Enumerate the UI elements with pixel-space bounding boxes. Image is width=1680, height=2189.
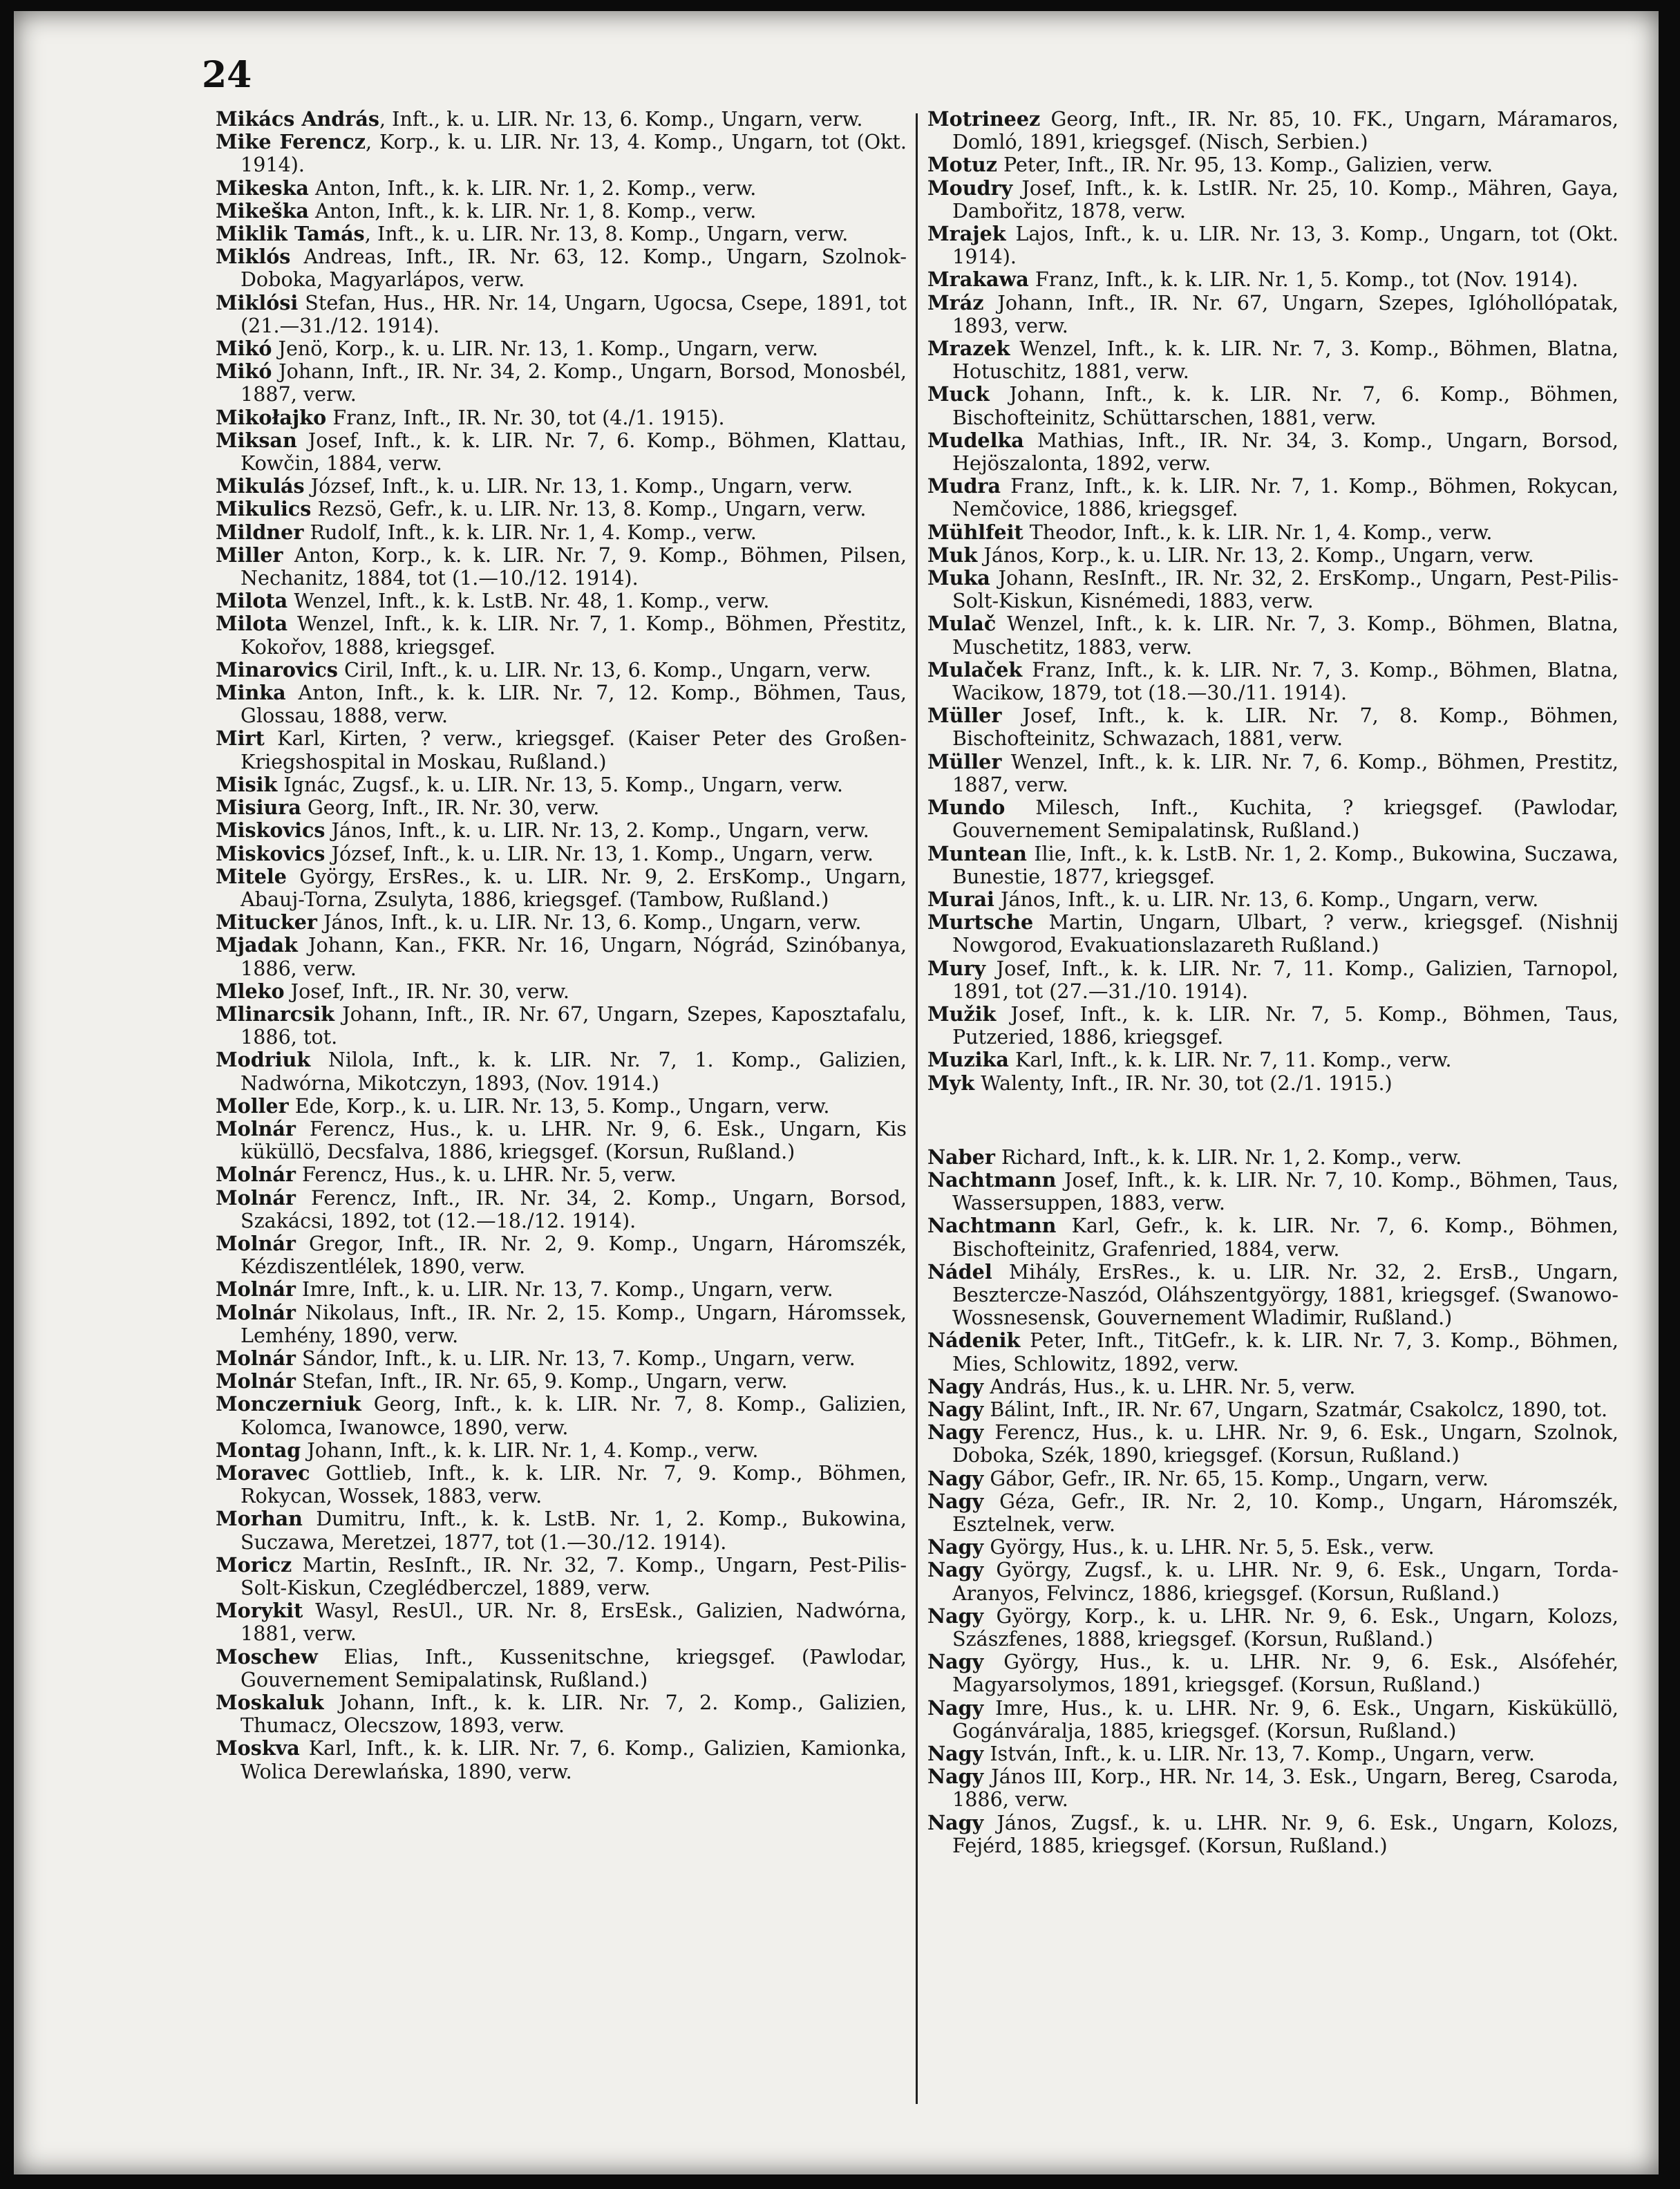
entry-details: , Inft., k. u. LIR. Nr. 13, 8. Komp., Ungarn, verw. — [364, 222, 849, 246]
entry-details: György, Zugsf., k. u. LHR. Nr. 9, 6. Esk., Ungarn, Torda-Aranyos, Felvincz, 1886, kriegsgef. (Korsun, Rußland.) — [952, 1558, 1618, 1605]
entry-surname: Nádel — [927, 1259, 992, 1284]
entry-details: János, Inft., k. u. LIR. Nr. 13, 2. Komp., Ungarn, verw. — [325, 818, 869, 843]
entry-details: György, Hus., k. u. LHR. Nr. 5, 5. Esk., verw. — [983, 1535, 1435, 1559]
list-entry — [927, 567, 1618, 612]
entry-surname: Mike Ferencz — [216, 130, 366, 154]
entry-surname: Murtsche — [927, 910, 1034, 934]
entry-surname: Molnár — [216, 1300, 296, 1324]
entry-details: Johann, Inft., k. k. LIR. Nr. 1, 4. Komp., verw. — [301, 1438, 759, 1462]
entry-surname: Molnár — [216, 1277, 296, 1302]
entry-surname: Moller — [216, 1093, 289, 1118]
entry-details: Ferencz, Hus., k. u. LHR. Nr. 9, 6. Esk., Ungarn, Szolnok, Doboka, Szék, 1890, kriegsgef. (Korsun, Rußland.) — [952, 1420, 1618, 1467]
list-entry — [216, 1646, 907, 1691]
list-entry — [216, 1278, 907, 1301]
list-entry — [927, 888, 1618, 911]
entry-details: Wenzel, Inft., k. k. LIR. Nr. 7, 6. Komp., Böhmen, Prestitz, 1887, verw. — [952, 749, 1618, 796]
list-entry — [927, 1559, 1618, 1604]
entry-details: Ede, Korp., k. u. LIR. Nr. 13, 5. Komp., Ungarn, verw. — [288, 1093, 830, 1118]
entry-details: , Inft., k. u. LIR. Nr. 13, 6. Komp., Ungarn, verw. — [379, 108, 863, 131]
entry-surname: Mirt — [216, 726, 265, 751]
list-entry — [927, 1605, 1618, 1651]
entry-details: Imre, Inft., k. u. LIR. Nr. 13, 7. Komp., Ungarn, verw. — [295, 1277, 833, 1302]
list-entry — [216, 682, 907, 727]
entry-surname: Modriuk — [216, 1048, 311, 1072]
entry-surname: Nagy — [927, 1558, 984, 1582]
list-entry — [216, 911, 907, 934]
list-entry — [216, 475, 907, 498]
list-entry — [216, 1118, 907, 1163]
list-entry — [216, 773, 907, 796]
list-entry — [216, 337, 907, 360]
list-entry — [927, 911, 1618, 957]
entry-surname: Miskovics — [216, 841, 325, 865]
entry-surname: Minarovics — [216, 657, 338, 682]
list-entry — [927, 544, 1618, 567]
entry-details: János, Inft., k. u. LIR. Nr. 13, 6. Komp., Ungarn, verw. — [317, 910, 862, 934]
list-entry — [216, 1347, 907, 1370]
left-column — [216, 108, 907, 2112]
list-entry — [216, 1232, 907, 1278]
list-entry — [216, 1370, 907, 1393]
entry-details: Wenzel, Inft., k. k. LIR. Nr. 7, 1. Komp., Böhmen, Přestitz, Kokořov, 1888, kriegsgef. — [240, 612, 907, 659]
list-entry — [927, 1742, 1618, 1765]
entry-details: Josef, Inft., k. k. LstIR. Nr. 25, 10. Komp., Mähren, Gaya, Dambořitz, 1878, verw. — [952, 176, 1618, 223]
entry-surname: Nagy — [927, 1535, 984, 1559]
list-entry — [216, 980, 907, 1003]
list-entry — [216, 131, 907, 176]
entry-details: Wenzel, Inft., k. k. LIR. Nr. 7, 3. Komp., Böhmen, Blatna, Muschetitz, 1883, verw. — [952, 612, 1618, 659]
entry-surname: Mjadak — [216, 933, 298, 957]
entry-surname: Müller — [927, 704, 1002, 728]
entry-surname: Nachtmann — [927, 1214, 1057, 1238]
entry-details: Johann, Inft., k. k. LIR. Nr. 7, 2. Komp., Galizien, Thumacz, Olecszow, 1893, verw. — [240, 1691, 907, 1738]
list-entry — [927, 153, 1618, 176]
entry-surname: Milota — [216, 589, 288, 613]
list-entry — [927, 957, 1618, 1003]
entry-details: , Korp., k. u. LIR. Nr. 13, 4. Komp., Ungarn, tot (Okt. 1914). — [240, 130, 907, 177]
entry-details: Ignác, Zugsf., k. u. LIR. Nr. 13, 5. Komp., Ungarn, verw. — [277, 772, 844, 796]
entry-surname: Mitele — [216, 864, 287, 888]
list-entry — [927, 1765, 1618, 1811]
entry-details: István, Inft., k. u. LIR. Nr. 13, 7. Komp., Ungarn, verw. — [983, 1742, 1535, 1766]
entry-details: Josef, Inft., k. k. LIR. Nr. 7, 5. Komp., Böhmen, Taus, Putzeried, 1886, kriegsgef. — [952, 1002, 1618, 1049]
list-entry — [216, 1599, 907, 1645]
entry-surname: Mulaček — [927, 657, 1023, 682]
entry-surname: Mužik — [927, 1002, 997, 1026]
list-entry — [216, 544, 907, 590]
entry-details: Johann, Inft., IR. Nr. 34, 2. Komp., Ungarn, Borsod, Monosbél, 1887, verw. — [240, 359, 907, 406]
entry-details: Ferencz, Hus., k. u. LHR. Nr. 9, 6. Esk., Ungarn, Kis küküllö, Decsfalva, 1886, kriegsgef. (Korsun, Rußland.) — [240, 1116, 907, 1164]
list-entry — [216, 200, 907, 223]
entry-surname: Mikács András — [216, 108, 379, 131]
entry-surname: Nagy — [927, 1374, 984, 1398]
list-entry — [216, 1554, 907, 1599]
entry-details: Ciril, Inft., k. u. LIR. Nr. 13, 6. Komp., Ungarn, verw. — [337, 657, 871, 682]
entry-surname: Nagy — [927, 1489, 984, 1513]
entry-details: Wenzel, Inft., k. k. LIR. Nr. 7, 3. Komp., Böhmen, Blatna, Hotuschitz, 1881, verw. — [952, 337, 1618, 384]
entry-details: Ilie, Inft., k. k. LstB. Nr. 1, 2. Komp., Bukowina, Suczawa, Bunestie, 1877, kriegsgef. — [952, 841, 1618, 888]
document-page — [14, 11, 1659, 2174]
entry-details: Martin, Ungarn, Ulbart, ? verw., kriegsgef. (Nishnij Nowgorod, Evakuationslazareth Rußland.) — [952, 910, 1618, 957]
right-column-m-section — [927, 108, 1618, 1095]
entry-surname: Mühlfeit — [927, 520, 1023, 544]
entry-surname: Müller — [927, 749, 1002, 773]
list-entry — [216, 819, 907, 842]
entry-surname: Nagy — [927, 1397, 984, 1421]
entry-details: József, Inft., k. u. LIR. Nr. 13, 1. Komp., Ungarn, verw. — [325, 841, 874, 865]
entry-surname: Mitucker — [216, 910, 317, 934]
entry-surname: Miklik Tamás — [216, 222, 365, 246]
entry-surname: Mlinarcsik — [216, 1002, 334, 1026]
entry-surname: Mudelka — [927, 428, 1024, 452]
entry-surname: Nagy — [927, 1650, 984, 1674]
entry-surname: Motuz — [927, 153, 997, 177]
entry-surname: Nagy — [927, 1765, 984, 1789]
list-entry — [927, 1490, 1618, 1536]
entry-details: Karl, Inft., k. k. LIR. Nr. 7, 11. Komp., verw. — [1008, 1048, 1452, 1072]
page-number: 24 — [202, 54, 252, 96]
entry-surname: Mleko — [216, 979, 285, 1003]
list-entry — [927, 1261, 1618, 1330]
list-entry — [216, 1187, 907, 1232]
entry-details: János III, Korp., HR. Nr. 14, 3. Esk., Ungarn, Bereg, Csaroda, 1886, verw. — [952, 1765, 1618, 1812]
entry-surname: Naber — [927, 1145, 995, 1169]
entry-details: Dumitru, Inft., k. k. LstB. Nr. 1, 2. Komp., Bukowina, Suczawa, Meretzei, 1877, tot (1.—30./12. 1914). — [240, 1507, 907, 1554]
entry-surname: Nagy — [927, 1742, 984, 1766]
list-entry — [216, 521, 907, 544]
list-entry — [216, 796, 907, 819]
list-entry — [216, 659, 907, 682]
entry-surname: Morhan — [216, 1507, 303, 1531]
list-entry — [927, 1146, 1618, 1169]
list-entry — [927, 177, 1618, 223]
entry-details: András, Hus., k. u. LHR. Nr. 5, verw. — [983, 1374, 1356, 1398]
entry-surname: Moskaluk — [216, 1691, 324, 1715]
list-entry — [216, 429, 907, 475]
list-entry — [927, 337, 1618, 383]
entry-details: Johann, Inft., k. k. LIR. Nr. 7, 6. Komp., Böhmen, Bischofteinitz, Schüttarschen, 1881, verw. — [952, 382, 1618, 429]
entry-surname: Mundo — [927, 796, 1006, 820]
entry-surname: Mikołajko — [216, 405, 327, 429]
entry-surname: Moravec — [216, 1460, 310, 1485]
entry-surname: Mikulics — [216, 497, 312, 521]
entry-details: Milesch, Inft., Kuchita, ? kriegsgef. (Pawlodar, Gouvernement Semipalatinsk, Rußland.) — [952, 796, 1618, 843]
entry-details: Johann, Inft., IR. Nr. 67, Ungarn, Szepes, Iglóhollópatak, 1893, verw. — [952, 290, 1618, 337]
entry-details: Stefan, Hus., HR. Nr. 14, Ungarn, Ugocsa, Csepe, 1891, tot (21.—31./12. 1914). — [240, 290, 907, 337]
list-entry — [216, 1393, 907, 1438]
entry-details: Franz, Inft., IR. Nr. 30, tot (4./1. 1915). — [326, 405, 725, 429]
entry-surname: Molnár — [216, 1163, 296, 1187]
list-entry — [927, 704, 1618, 750]
list-entry — [216, 406, 907, 429]
entry-details: Elias, Inft., Kussenitschne, kriegsgef. (Pawlodar, Gouvernement Semipalatinsk, Rußland.) — [240, 1644, 907, 1691]
entry-surname: Mráz — [927, 290, 984, 314]
list-entry — [927, 1375, 1618, 1398]
entry-details: Gregor, Inft., IR. Nr. 2, 9. Komp., Ungarn, Háromszék, Kézdiszentlélek, 1890, verw. — [240, 1231, 907, 1279]
list-entry — [216, 177, 907, 200]
entry-surname: Mikó — [216, 337, 272, 361]
entry-details: Josef, Inft., k. k. LIR. Nr. 7, 11. Komp., Galizien, Tarnopol, 1891, tot (27.—31./10. 1914). — [952, 956, 1618, 1003]
entry-surname: Mulač — [927, 612, 997, 636]
section-gap — [927, 1095, 1618, 1146]
list-entry — [216, 1462, 907, 1507]
entry-details: Richard, Inft., k. k. LIR. Nr. 1, 2. Komp., verw. — [994, 1145, 1462, 1169]
list-entry — [927, 223, 1618, 268]
entry-surname: Molnár — [216, 1185, 296, 1210]
entry-surname: Miklós — [216, 245, 291, 269]
list-entry — [216, 1302, 907, 1347]
entry-surname: Molnár — [216, 1116, 296, 1140]
list-entry — [927, 1169, 1618, 1214]
entry-surname: Monczerniuk — [216, 1392, 361, 1416]
entry-surname: Muk — [927, 543, 978, 567]
entry-details: Walenty, Inft., IR. Nr. 30, tot (2./1. 1915.) — [974, 1071, 1393, 1095]
entry-surname: Nachtmann — [927, 1167, 1057, 1192]
list-entry — [216, 292, 907, 337]
entry-details: Bálint, Inft., IR. Nr. 67, Ungarn, Szatmár, Csakolcz, 1890, tot. — [983, 1397, 1608, 1421]
entry-surname: Miksan — [216, 428, 297, 452]
entry-surname: Mury — [927, 956, 986, 980]
column-divider — [916, 113, 918, 2104]
entry-details: Franz, Inft., k. k. LIR. Nr. 1, 5. Komp., tot (Nov. 1914). — [1028, 267, 1578, 292]
list-entry — [216, 1507, 907, 1553]
entry-details: Ferencz, Inft., IR. Nr. 34, 2. Komp., Ungarn, Borsod, Szakácsi, 1892, tot (12.—18./12. 1914). — [240, 1185, 907, 1232]
list-entry — [216, 1049, 907, 1094]
list-entry — [927, 1651, 1618, 1696]
entry-details: Gábor, Gefr., IR. Nr. 65, 15. Komp., Ungarn, verw. — [983, 1466, 1489, 1490]
list-entry — [216, 727, 907, 773]
entry-surname: Nagy — [927, 1695, 984, 1720]
entry-details: Wenzel, Inft., k. k. LstB. Nr. 48, 1. Komp., verw. — [287, 589, 770, 613]
entry-surname: Mudra — [927, 474, 1001, 498]
entry-surname: Molnár — [216, 1231, 296, 1255]
list-entry — [927, 108, 1618, 153]
entry-surname: Muzika — [927, 1048, 1009, 1072]
entry-surname: Mrakawa — [927, 267, 1029, 292]
entry-details: Anton, Inft., k. k. LIR. Nr. 1, 2. Komp., verw. — [308, 176, 757, 200]
list-entry — [216, 865, 907, 911]
list-entry — [927, 1003, 1618, 1049]
entry-surname: Nagy — [927, 1810, 984, 1834]
entry-details: Gottlieb, Inft., k. k. LIR. Nr. 7, 9. Komp., Böhmen, Rokycan, Wossek, 1883, verw. — [240, 1460, 907, 1508]
list-entry — [216, 1691, 907, 1737]
entry-surname: Molnár — [216, 1346, 296, 1370]
entry-surname: Miller — [216, 543, 283, 567]
list-entry — [927, 429, 1618, 475]
entry-details: János, Zugsf., k. u. LHR. Nr. 9, 6. Esk., Ungarn, Kolozs, Fejérd, 1885, kriegsgef. (Korsun, Rußland.) — [952, 1810, 1618, 1857]
list-entry — [216, 1737, 907, 1783]
entry-details: Josef, Inft., k. k. LIR. Nr. 7, 10. Komp., Böhmen, Taus, Wassersuppen, 1883, verw. — [952, 1167, 1618, 1215]
entry-surname: Montag — [216, 1438, 301, 1462]
list-entry — [927, 612, 1618, 658]
entry-surname: Nádenik — [927, 1328, 1021, 1353]
entry-surname: Minka — [216, 681, 286, 705]
entry-surname: Murai — [927, 887, 994, 911]
entry-details: Franz, Inft., k. k. LIR. Nr. 7, 3. Komp., Böhmen, Blatna, Wacikow, 1879, tot (18.—30./11. 1914). — [952, 657, 1618, 705]
entry-details: Karl, Kirten, ? verw., kriegsgef. (Kaiser Peter des Großen-Kriegshospital in Moskau, Rußland.) — [240, 726, 907, 773]
entry-surname: Mikeska — [216, 176, 309, 200]
entry-details: György, ErsRes., k. u. LIR. Nr. 9, 2. ErsKomp., Ungarn, Abauj-Torna, Zsulyta, 1886, kriegsgef. (Tambow, Rußland.) — [240, 864, 907, 911]
right-column — [927, 108, 1618, 2112]
entry-surname: Mikó — [216, 359, 272, 384]
entry-surname: Mrazek — [927, 337, 1010, 361]
entry-details: György, Korp., k. u. LHR. Nr. 9, 6. Esk., Ungarn, Kolozs, Szászfenes, 1888, kriegsgef. (Korsun, Rußland.) — [952, 1604, 1618, 1651]
entry-surname: Misik — [216, 772, 278, 796]
entry-details: János, Korp., k. u. LIR. Nr. 13, 2. Komp., Ungarn, verw. — [977, 543, 1534, 567]
list-entry — [927, 751, 1618, 796]
entry-surname: Misiura — [216, 796, 301, 820]
list-entry — [216, 360, 907, 406]
list-entry — [216, 498, 907, 520]
entry-details: Anton, Korp., k. k. LIR. Nr. 7, 9. Komp., Böhmen, Pilsen, Nechanitz, 1884, tot (1.—10./12. 1914). — [240, 543, 907, 590]
entry-details: Nilola, Inft., k. k. LIR. Nr. 7, 1. Komp., Galizien, Nadwórna, Mikotczyn, 1893, (Nov. 1914.) — [240, 1048, 907, 1095]
entry-surname: Myk — [927, 1071, 975, 1095]
entry-details: Mihály, ErsRes., k. u. LIR. Nr. 32, 2. ErsB., Ungarn, Besztercze-Naszód, Oláhszentgyörgy, 1881, kriegsgef. (Swanowo-Wossnesensk, Gouvernement Wladimir, Rußland.) — [952, 1259, 1618, 1330]
list-entry — [927, 268, 1618, 291]
entry-details: Rezsö, Gefr., k. u. LIR. Nr. 13, 8. Komp., Ungarn, verw. — [311, 497, 867, 521]
entry-details: Josef, Inft., IR. Nr. 30, verw. — [284, 979, 569, 1003]
entry-surname: Nagy — [927, 1604, 984, 1628]
entry-surname: Muntean — [927, 841, 1027, 865]
entry-details: Johann, Kan., FKR. Nr. 16, Ungarn, Nógrád, Szinóbanya, 1886, verw. — [240, 933, 907, 980]
entry-surname: Mildner — [216, 520, 304, 544]
entry-details: Johann, Inft., IR. Nr. 67, Ungarn, Szepes, Kaposztafalu, 1886, tot. — [240, 1002, 907, 1049]
entry-details: Nikolaus, Inft., IR. Nr. 2, 15. Komp., Ungarn, Háromssek, Lemhény, 1890, verw. — [240, 1300, 907, 1347]
entry-surname: Miklósi — [216, 290, 299, 314]
entry-details: Johann, ResInft., IR. Nr. 32, 2. ErsKomp., Ungarn, Pest-Pilis-Solt-Kiskun, Kisnémedi, 1883, verw. — [952, 566, 1618, 613]
entry-details: Martin, ResInft., IR. Nr. 32, 7. Komp., Ungarn, Pest-Pilis-Solt-Kiskun, Czeglédberczel, 1889, verw. — [240, 1552, 907, 1599]
entry-details: Stefan, Inft., IR. Nr. 65, 9. Komp., Ungarn, verw. — [295, 1369, 788, 1393]
list-entry — [927, 292, 1618, 337]
entry-surname: Mikulás — [216, 474, 305, 498]
entry-surname: Moricz — [216, 1552, 292, 1577]
entry-details: Andreas, Inft., IR. Nr. 63, 12. Komp., Ungarn, Szolnok-Doboka, Magyarlápos, verw. — [240, 245, 907, 292]
entry-details: Georg, Inft., IR. Nr. 85, 10. FK., Ungarn, Máramaros, Domló, 1891, kriegsgef. (Nisch, Serbien.) — [952, 108, 1618, 154]
list-entry — [216, 223, 907, 245]
entry-surname: Moskva — [216, 1736, 300, 1760]
entry-details: Ferencz, Hus., k. u. LHR. Nr. 5, verw. — [295, 1163, 677, 1187]
entry-surname: Miskovics — [216, 818, 325, 843]
list-entry — [927, 1536, 1618, 1559]
entry-surname: Nagy — [927, 1466, 984, 1490]
list-entry — [216, 590, 907, 612]
list-entry — [927, 659, 1618, 704]
entry-details: Rudolf, Inft., k. k. LIR. Nr. 1, 4. Komp., verw. — [303, 520, 757, 544]
entry-details: Mathias, Inft., IR. Nr. 34, 3. Komp., Ungarn, Borsod, Hejöszalonta, 1892, verw. — [952, 428, 1618, 476]
entry-details: Georg, Inft., k. k. LIR. Nr. 7, 8. Komp., Galizien, Kolomca, Iwanowce, 1890, verw. — [240, 1392, 907, 1439]
list-entry — [216, 108, 907, 131]
right-column-n-section — [927, 1146, 1618, 1857]
list-entry — [927, 1072, 1618, 1095]
entry-surname: Mikeška — [216, 198, 309, 223]
list-entry — [927, 1812, 1618, 1857]
list-entry — [927, 1049, 1618, 1071]
entry-surname: Morykit — [216, 1599, 303, 1623]
entry-details: Sándor, Inft., k. u. LIR. Nr. 13, 7. Komp., Ungarn, verw. — [295, 1346, 856, 1370]
list-entry — [216, 843, 907, 865]
entry-surname: Moschew — [216, 1644, 318, 1669]
entry-details: Anton, Inft., k. k. LIR. Nr. 7, 12. Komp., Böhmen, Taus, Glossau, 1888, verw. — [240, 681, 907, 728]
entry-details: Josef, Inft., k. k. LIR. Nr. 7, 8. Komp., Böhmen, Bischofteinitz, Schwazach, 1881, verw. — [952, 704, 1618, 751]
list-entry — [216, 245, 907, 291]
entry-details: Josef, Inft., k. k. LIR. Nr. 7, 6. Komp., Böhmen, Klattau, Kowčin, 1884, verw. — [240, 428, 907, 476]
list-entry — [216, 1095, 907, 1118]
list-entry — [927, 1214, 1618, 1260]
entry-details: Anton, Inft., k. k. LIR. Nr. 1, 8. Komp., verw. — [308, 198, 757, 223]
entry-surname: Motrineez — [927, 108, 1041, 131]
entry-details: Wasyl, ResUl., UR. Nr. 8, ErsEsk., Galizien, Nadwórna, 1881, verw. — [240, 1599, 907, 1646]
list-entry — [216, 1439, 907, 1462]
list-entry — [927, 1697, 1618, 1742]
list-entry — [927, 475, 1618, 520]
entry-surname: Moudry — [927, 176, 1013, 200]
list-entry — [927, 843, 1618, 888]
list-entry — [927, 1421, 1618, 1467]
entry-details: Karl, Gefr., k. k. LIR. Nr. 7, 6. Komp., Böhmen, Bischofteinitz, Grafenried, 1884, verw. — [952, 1214, 1618, 1261]
entry-details: Jenö, Korp., k. u. LIR. Nr. 13, 1. Komp., Ungarn, verw. — [272, 337, 819, 361]
entry-surname: Muck — [927, 382, 990, 406]
list-entry — [216, 1003, 907, 1049]
list-entry — [927, 1398, 1618, 1421]
list-entry — [927, 1329, 1618, 1375]
entry-details: Peter, Inft., TitGefr., k. k. LIR. Nr. 7, 3. Komp., Böhmen, Mies, Schlowitz, 1892, verw. — [952, 1328, 1618, 1375]
list-entry — [216, 1163, 907, 1186]
entry-details: Karl, Inft., k. k. LIR. Nr. 7, 6. Komp., Galizien, Kamionka, Wolica Derewlańska, 1890, verw. — [240, 1736, 907, 1783]
entry-details: József, Inft., k. u. LIR. Nr. 13, 1. Komp., Ungarn, verw. — [304, 474, 853, 498]
entry-surname: Molnár — [216, 1369, 296, 1393]
list-entry — [927, 796, 1618, 842]
entry-details: Imre, Hus., k. u. LHR. Nr. 9, 6. Esk., Ungarn, Kisküküllö, Gogánváralja, 1885, kriegsgef. (Korsun, Rußland.) — [952, 1695, 1618, 1742]
entry-surname: Muka — [927, 566, 990, 590]
list-entry — [216, 934, 907, 979]
entry-surname: Mrajek — [927, 222, 1006, 246]
entry-details: Géza, Gefr., IR. Nr. 2, 10. Komp., Ungarn, Háromszék, Esztelnek, verw. — [952, 1489, 1618, 1536]
entry-details: Franz, Inft., k. k. LIR. Nr. 7, 1. Komp., Böhmen, Rokycan, Nemčovice, 1886, kriegsgef. — [952, 474, 1618, 521]
list-entry — [927, 521, 1618, 544]
entry-details: Peter, Inft., IR. Nr. 95, 13. Komp., Galizien, verw. — [997, 153, 1493, 177]
entry-details: Theodor, Inft., k. k. LIR. Nr. 1, 4. Komp., verw. — [1023, 520, 1493, 544]
entry-details: János, Inft., k. u. LIR. Nr. 13, 6. Komp., Ungarn, verw. — [994, 887, 1539, 911]
entry-details: György, Hus., k. u. LHR. Nr. 9, 6. Esk., Alsófehér, Magyarsolymos, 1891, kriegsgef. (Korsun, Rußland.) — [952, 1650, 1618, 1697]
list-entry — [927, 383, 1618, 429]
entry-details: Georg, Inft., IR. Nr. 30, verw. — [301, 796, 600, 820]
entry-surname: Nagy — [927, 1420, 984, 1445]
entry-details: Lajos, Inft., k. u. LIR. Nr. 13, 3. Komp., Ungarn, tot (Okt. 1914). — [952, 222, 1618, 269]
entry-surname: Milota — [216, 612, 288, 636]
list-entry — [927, 1467, 1618, 1490]
list-entry — [216, 612, 907, 658]
